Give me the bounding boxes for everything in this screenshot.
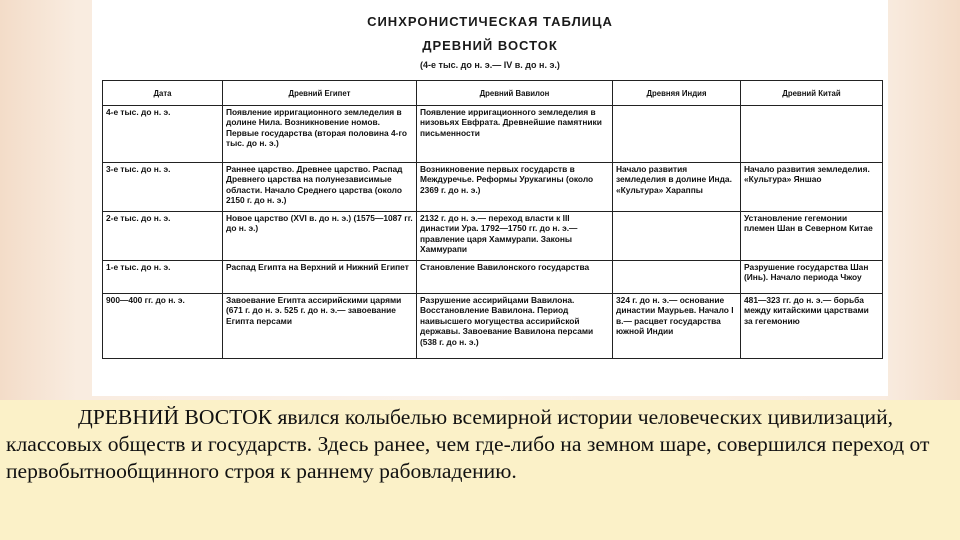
table-heading: СИНХРОНИСТИЧЕСКАЯ ТАБЛИЦА <box>367 14 613 29</box>
column-header: Древний Китай <box>741 81 883 106</box>
table-cell: 2-е тыс. до н. э. <box>103 212 223 261</box>
table-cell: 2132 г. до н. э.— переход власти к III династии Ура. 1792—1750 гг. до н. э.— правление царя Хаммурапи. Законы Хаммурапи <box>417 212 613 261</box>
table-cell: Разрушение государства Шан (Инь). Начало периода Чжоу <box>741 261 883 294</box>
column-header: Древний Вавилон <box>417 81 613 106</box>
table-cell: Возникновение первых государств в Междуречье. Реформы Урукагины (около 2369 г. до н. э.) <box>417 163 613 212</box>
column-header: Древний Египет <box>223 81 417 106</box>
table-row <box>103 294 883 359</box>
table-cell: Разрушение ассирийцами Вавилона. Восстановление Вавилона. Период наивысшего могущества ассирийской державы. Завоевание Вавилона персами (538 г. до н. э.) <box>417 294 613 359</box>
table-cell: Появление ирригационного земледелия в низовьях Евфрата. Древнейшие памятники письменности <box>417 106 613 163</box>
table-period: (4-е тыс. до н. э.— IV в. до н. э.) <box>420 60 560 70</box>
table-cell: Раннее царство. Древнее царство. Распад Древнего царства на полунезависимые области. Начало Среднего царства (около 2150 г. до н. э.) <box>223 163 417 212</box>
table-cell: 1-е тыс. до н. э. <box>103 261 223 294</box>
table-cell <box>741 106 883 163</box>
table-row <box>103 261 883 294</box>
table-cell <box>613 261 741 294</box>
table-cell: 481—323 гг. до н. э.— борьба между китайскими царствами за гегемонию <box>741 294 883 359</box>
column-header: Древняя Индия <box>613 81 741 106</box>
table-cell: 900—400 гг. до н. э. <box>103 294 223 359</box>
table-row <box>103 212 883 261</box>
table-cell <box>613 106 741 163</box>
table-cell: Появление ирригационного земледелия в долине Нила. Возникновение номов. Первые государства (вторая половина 4-го тыс. до н. э.) <box>223 106 417 163</box>
table-cell: Завоевание Египта ассирийскими царями (671 г. до н. э. 525 г. до н. э.— завоевание Египта персами <box>223 294 417 359</box>
table-subheading: ДРЕВНИЙ ВОСТОК <box>422 38 558 53</box>
column-header: Дата <box>103 81 223 106</box>
synchronistic-table <box>102 80 883 359</box>
table-cell: Установление гегемонии племен Шан в Северном Китае <box>741 212 883 261</box>
table-cell: Распад Египта на Верхний и Нижний Египет <box>223 261 417 294</box>
table-cell: Новое царство (XVI в. до н. э.) (1575—1087 гг. до н. э.) <box>223 212 417 261</box>
table-row <box>103 106 883 163</box>
caption-text: ДРЕВНИЙ ВОСТОК явился колыбелью всемирной истории человеческих цивилизаций, классовых обществ и государств. Здесь ранее, чем где-либо на земном шаре, совершился переход от первобытнообщинного строя к раннему рабовладению. <box>6 405 930 483</box>
table-row <box>103 163 883 212</box>
table-cell: Начало развития земледелия в долине Инда. «Культура» Хараппы <box>613 163 741 212</box>
table-cell: 4-е тыс. до н. э. <box>103 106 223 163</box>
table-cell: 324 г. до н. э.— основание династии Маурьев. Начало I в.— расцвет государства южной Индии <box>613 294 741 359</box>
table-cell <box>613 212 741 261</box>
table-header-row <box>103 81 883 106</box>
table-cell: 3-е тыс. до н. э. <box>103 163 223 212</box>
table-cell: Начало развития земледелия. «Культура» Яншао <box>741 163 883 212</box>
table-cell: Становление Вавилонского государства <box>417 261 613 294</box>
scanned-table-image <box>92 0 888 396</box>
caption-box <box>0 400 960 540</box>
